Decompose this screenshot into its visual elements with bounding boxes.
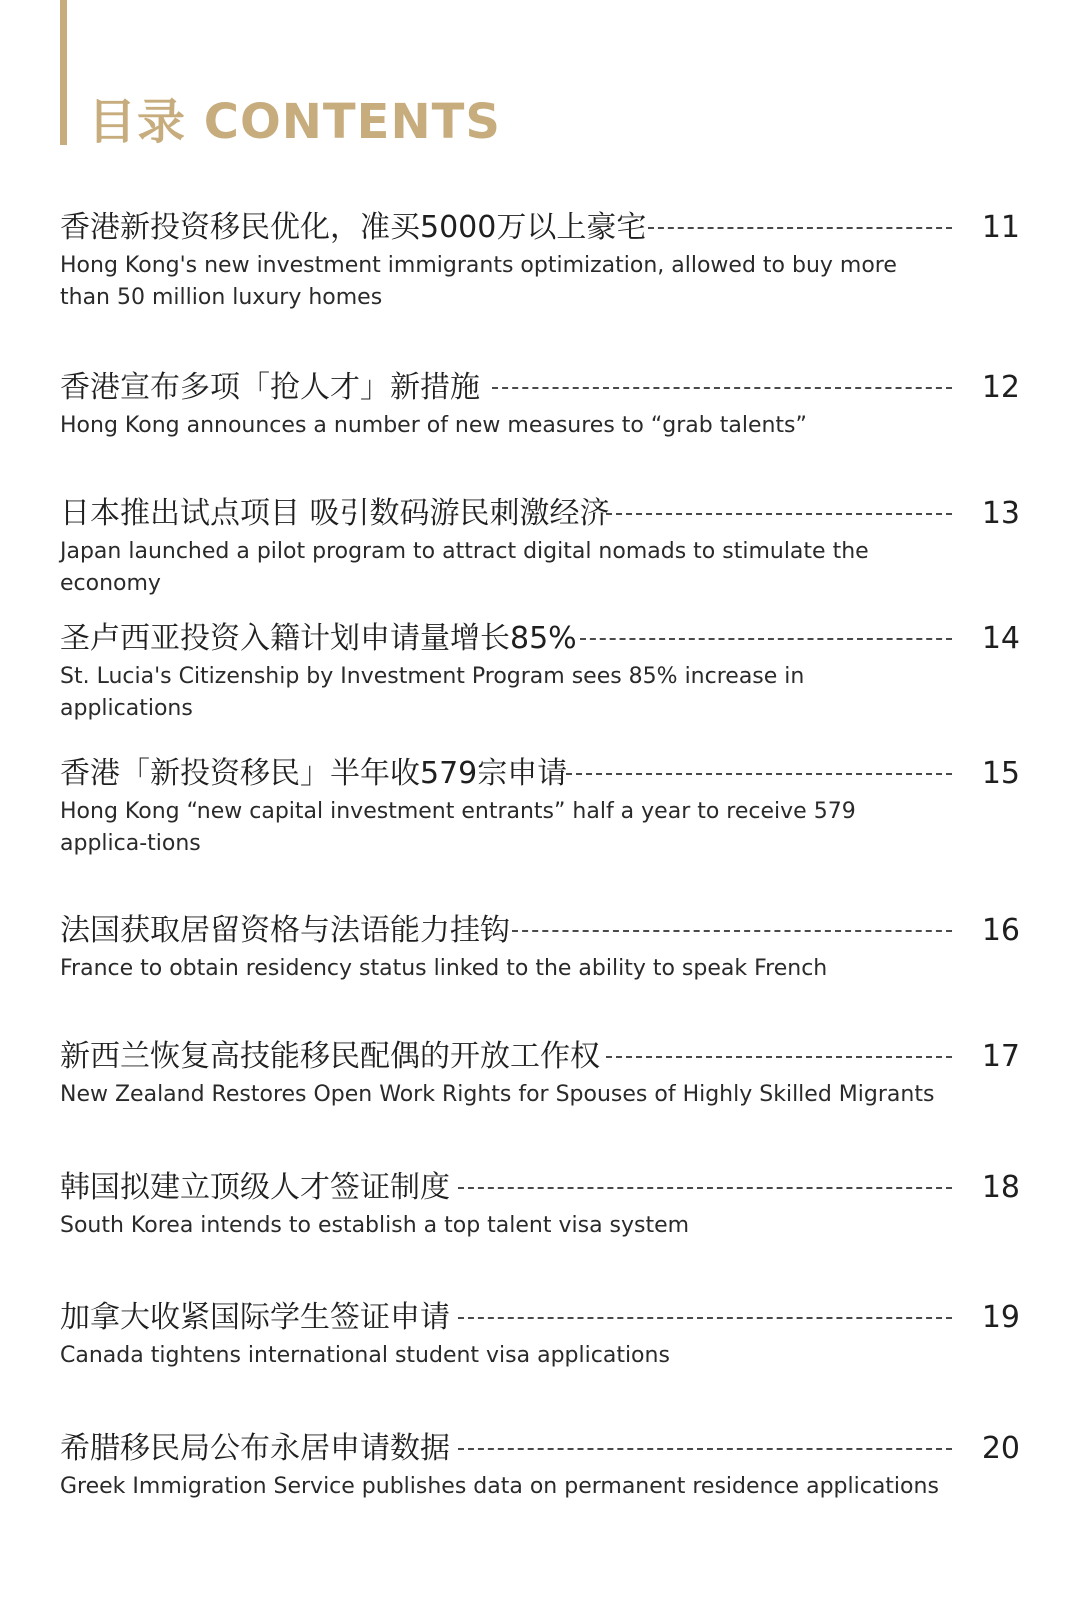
toc-item-title-cn: 香港「新投资移民」半年收579宗申请 — [60, 756, 568, 791]
toc-item-page-number: 14 — [981, 621, 1020, 656]
toc-item-header — [60, 492, 1020, 536]
dotted-leader — [606, 513, 952, 515]
toc-item-title-en: St. Lucia's Citizenship by Investment Program sees 85% increase in applications — [60, 664, 805, 721]
toc-item-header — [60, 1166, 1020, 1210]
dotted-leader — [458, 1187, 952, 1189]
toc-item-title-cn: 香港宣布多项「抢人才」新措施 — [60, 370, 480, 405]
toc-item-page-number: 11 — [981, 210, 1020, 245]
dotted-leader — [648, 227, 952, 229]
toc-item-page-number: 16 — [981, 913, 1020, 948]
toc-item-page-number: 20 — [981, 1431, 1020, 1466]
toc-item-header — [60, 909, 1020, 953]
toc-item-title-cn: 日本推出试点项目 吸引数码游民刺激经济 — [60, 496, 610, 531]
toc-item[interactable] — [60, 1427, 1020, 1503]
toc-item-title-cn: 新西兰恢复高技能移民配偶的开放工作权 — [60, 1039, 600, 1074]
toc-item-title-cn: 希腊移民局公布永居申请数据 — [60, 1431, 450, 1466]
toc-item-title-en: New Zealand Restores Open Work Rights for Spouses of Highly Skilled Migrants — [60, 1082, 935, 1107]
toc-item-title-cn: 圣卢西亚投资入籍计划申请量增长85% — [60, 621, 577, 656]
toc-item[interactable] — [60, 1296, 1020, 1372]
dotted-leader — [458, 1317, 952, 1319]
toc-item-page-number: 12 — [981, 370, 1020, 405]
toc-item-title-en: Hong Kong's new investment immigrants optimization, allowed to buy more than 50 million luxury homes — [60, 253, 897, 310]
dotted-leader — [492, 387, 952, 389]
table-of-contents — [60, 0, 1020, 1620]
toc-item[interactable] — [60, 366, 1020, 442]
dotted-leader — [606, 1056, 952, 1058]
dotted-leader — [580, 638, 952, 640]
toc-item-header — [60, 617, 1020, 661]
toc-item[interactable] — [60, 617, 1020, 725]
toc-item-header — [60, 206, 1020, 250]
toc-item[interactable] — [60, 492, 1020, 600]
page-title: 目录 CONTENTS — [88, 94, 501, 150]
toc-item-title-cn: 香港新投资移民优化，准买5000万以上豪宅 — [60, 210, 647, 245]
toc-item-title-en: South Korea intends to establish a top talent visa system — [60, 1213, 690, 1238]
toc-item-header — [60, 1035, 1020, 1079]
toc-item-title-en: Canada tightens international student visa applications — [60, 1343, 670, 1368]
toc-item-header — [60, 1427, 1020, 1471]
toc-item-title-en: Greek Immigration Service publishes data on permanent residence applications — [60, 1474, 939, 1499]
dotted-leader — [458, 1448, 952, 1450]
toc-item-header — [60, 1296, 1020, 1340]
toc-item-title-cn: 法国获取居留资格与法语能力挂钩 — [60, 913, 510, 948]
toc-item-page-number: 17 — [981, 1039, 1020, 1074]
toc-item-title-en: Hong Kong announces a number of new measures to “grab talents” — [60, 413, 807, 438]
toc-item-page-number: 13 — [981, 496, 1020, 531]
toc-item-title-en: France to obtain residency status linked to the ability to speak French — [60, 956, 828, 981]
dotted-leader — [566, 773, 952, 775]
toc-item[interactable] — [60, 1035, 1020, 1111]
toc-item[interactable] — [60, 752, 1020, 860]
dotted-leader — [512, 930, 952, 932]
toc-item[interactable] — [60, 1166, 1020, 1242]
toc-item-title-en: Hong Kong “new capital investment entrants” half a year to receive 579 applica-tions — [60, 799, 856, 856]
toc-item-page-number: 19 — [981, 1300, 1020, 1335]
toc-item-header — [60, 366, 1020, 410]
toc-item-page-number: 18 — [981, 1170, 1020, 1205]
toc-item-title-cn: 加拿大收紧国际学生签证申请 — [60, 1300, 450, 1335]
toc-item-page-number: 15 — [981, 756, 1020, 791]
toc-item-title-en: Japan launched a pilot program to attract digital nomads to stimulate the economy — [60, 539, 869, 596]
toc-item[interactable] — [60, 206, 1020, 314]
toc-item-header — [60, 752, 1020, 796]
toc-item-title-cn: 韩国拟建立顶级人才签证制度 — [60, 1170, 450, 1205]
toc-item[interactable] — [60, 909, 1020, 985]
